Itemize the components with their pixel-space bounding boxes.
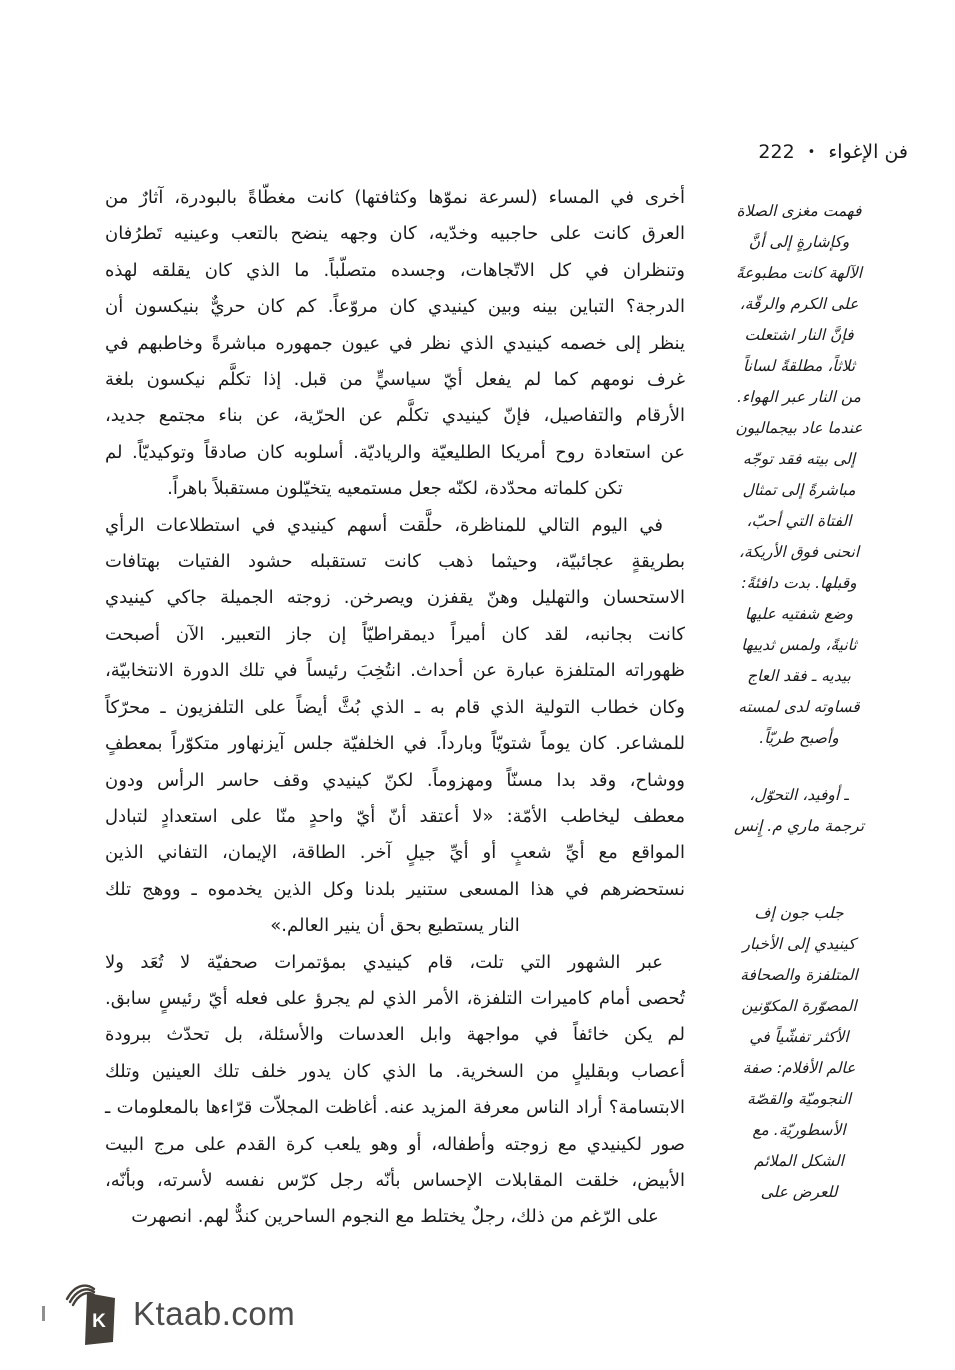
margin-note-line: النجوميّة والقصّة [746, 1090, 852, 1108]
body-paragraph [105, 180, 685, 508]
body-text-line: أخرى في المساء (لسرعة نموّها وكثافتها) كانت مغطّاةً بالبودرة، آثارٌ من [105, 187, 685, 208]
margin-note-line: جلب جون إف [754, 904, 844, 922]
body-text-line: وكان خطاب التولية الذي قام به ـ الذي بُثَّ أيضاً على التلفزيون ـ محرّكاً [105, 696, 685, 718]
body-paragraph [105, 508, 685, 945]
margin-note-line: مباشرةً إلى تمثال [742, 481, 856, 499]
body-text-line: أعصاب وبقليلٍ من السخرية. ما الذي كان يدور خلف تلك العينين وتلك [105, 1060, 685, 1082]
body-text-line: نستحضرهم في هذا المسعى ستنير بلدنا وكل الذين يخدموه ـ ووهج تلك [105, 878, 685, 900]
margin-note-line: ترجمة ماري م. إِنس [733, 817, 865, 835]
margin-note-line: المصوّرة المكوّنين [741, 997, 857, 1015]
body-text-line: على الرّغم من ذلك، رجلٌ يختلط مع النجوم الساحرين كندٌّ لهم. انصهرت [131, 1206, 659, 1228]
margin-note-line: وأصبح طريّاً. [759, 729, 839, 747]
margin-note-line: الأسطوريّة. مع [752, 1121, 846, 1139]
body-text-line: غرف نومهم كما لم يفعل أيّ سياسيٍّ من قبل. إذا تكلَّم نيكسون بلغة [105, 369, 685, 391]
margin-note-line: ثانيةً، ولمس ثدييها [741, 636, 857, 654]
body-paragraph [105, 945, 685, 1236]
margin-note-line: ثلاثاً، مطلقةً لساناً [742, 357, 856, 375]
margin-note-line: قساوته لدى لمسته [738, 698, 860, 716]
margin-note-quote [693, 196, 905, 754]
margin-note-line: عالم الأفلام: صفة [742, 1059, 856, 1077]
book-title: فن الإغواء [828, 141, 908, 163]
margin-note-line: الأكثر تفشّياً في [749, 1028, 849, 1046]
margin-note-line: على الكرم والرقّة، [739, 295, 859, 313]
body-text-line: الأرقام والتفاصيل، فإنّ كينيدي تكلَّم عن الحرّية، عن بناء مجتمع جديد، [105, 405, 685, 427]
margin-note-line: وقبلها. بدت دافئةً: [741, 574, 857, 592]
body-text-line: النار يستطيع بحق أن ينير العالم.» [270, 915, 520, 937]
body-text-line: عن استعادة روح أمريكا الطليعيّة والرياديّة. أسلوبه كان صادقاً وتوكيديّاً. لم [105, 441, 685, 463]
margin-note-attribution [693, 780, 905, 842]
margin-note-line: فإنَّ النار اشتعلت [744, 326, 854, 344]
margin-note-line: للعرض على [760, 1183, 838, 1201]
margin-note-line: الشكل الملائم [754, 1152, 844, 1170]
body-text-line: الدرجة؟ التباين بينه وبين كينيدي كان مروّعاً. كم كان حريٌّ بنيكسون أن [105, 296, 685, 318]
body-text-line: صور لكينيدي مع زوجته وأطفاله، أو وهو يلعب كرة القدم على مرج البيت [105, 1133, 685, 1155]
body-text-line: الأبيض، خلقت المقابلات الإحساس بأنّه رجل كرّس نفسه لأسرته، وبأنّه، [105, 1169, 685, 1191]
margin-note-line: بيديه ـ فقد العاج [747, 667, 851, 685]
margin-note-line: المتلفزة والصحافة [740, 966, 858, 984]
body-text-line: وتنظران في كل الاتّجاهات، وجسده متصلّباً. ما الذي كان يقلقه لهذه [105, 259, 685, 281]
running-header [758, 141, 908, 163]
body-text-line: معطف ليخاطب الأمّة: «لا أعتقد أنّ أيّ واحدٍ منّا على استعدادٍ لتبادل [105, 805, 685, 827]
body-text-line: ينظر إلى خصمه كينيدي الذي نظر في عيون جمهوره مباشرةً وخاطبهم في [105, 332, 685, 354]
ktaab-logo-text: Ktaab.com [133, 1294, 296, 1332]
margin-note-line: انحنى فوق الأريكة، [738, 543, 860, 561]
margin-note-line: الآلهة كانت مطبوعةً [735, 264, 863, 282]
body-text-line: ظهوراته المتلفزة عبارة عن أحداث. انتُخِبَ رئيساً في تلك الدورة الانتخابيّة، [105, 660, 685, 682]
body-text-line: بطريقةٍ عجائبيّة، وحيثما ذهب كانت تستقبله حشود الفتيات بهتافات [105, 551, 685, 573]
body-text-line: ووشاح، وقد بدا مسنّاً ومهزوماً. لكنّ كينيدي وقف حاسر الرأس ودون [105, 769, 685, 791]
scan-artifact [42, 1306, 45, 1321]
body-text-line: لم يكن خائفاً في مواجهة وابل العدسات والأسئلة، بل تحدّث ببرودة [105, 1024, 685, 1046]
body-text-line: عبر الشهور التي تلت، قام كينيدي بمؤتمرات صحفيّة لا تُعَد ولا [105, 951, 663, 973]
margin-note-line: وضع شفتيه عليها [744, 605, 854, 623]
body-text-line: تُحصى أمام كاميرات التلفزة، الأمر الذي لم يجرؤ على فعله أيّ رئيسٍ سابق. [105, 987, 685, 1009]
body-text-line: كانت بجانبه، لقد كان أميراً ديمقراطيّاً إن جاز التعبير. الآن أصبحت [105, 623, 685, 645]
body-text-line: المواقع مع أيِّ شعبٍ أو أيِّ جيلٍ آخر. الطاقة، الإيمان، التفاني الذين [105, 842, 685, 864]
margin-note-quote [693, 898, 905, 1208]
body-text-line: تكن كلماته محدّدة، لكنّه جعل مستمعيه يتخيّلون مستقبلاً باهراً. [167, 478, 623, 500]
margin-note-line: إلى بيته فقد توجّه [742, 450, 856, 468]
body-text-line: الاستحسان والتهليل وهنّ يقفزن ويصرخن. زوجته الجميلة جاكي كينيدي [105, 587, 685, 609]
margin-note-line: وكإشارةٍ إلى أنَّ [748, 233, 850, 251]
margin-notes-column [693, 196, 905, 1208]
margin-note-line: فهمت مغزى الصلاة [736, 202, 862, 220]
margin-note-line: ـ أوفيد، التحوّل، [749, 786, 849, 804]
margin-note-line: من النار عبر الهواء. [737, 388, 861, 406]
page-number: 222 [758, 141, 795, 163]
body-text-column [105, 180, 685, 1236]
margin-note-line: الفتاة التي أحبّ، [746, 512, 852, 530]
book-k-icon [64, 1279, 118, 1347]
svg-text:K: K [92, 1311, 106, 1332]
body-text-line: في اليوم التالي للمناظرة، حلَّقت أسهم كينيدي في استطلاعات الرأي [105, 514, 663, 536]
ktaab-logo[interactable] [64, 1279, 295, 1347]
margin-note-line: كينيدي إلى الأخبار [742, 935, 856, 953]
body-text-line: العرق كانت على حاجبيه وخدّيه، كان وجهه ينضح بالتعب وعينيه تَطرُفان [105, 223, 685, 245]
body-text-line: للمشاعر. كان يوماً شتويّاً وبارداً. في الخلفيّة جلس آيزنهاور متكوّراً بمعطفٍ [105, 733, 685, 755]
header-bullet: • [807, 145, 816, 160]
margin-note-line: عندما عاد بيجماليون [735, 419, 863, 437]
body-text-line: الابتسامة؟ أراد الناس معرفة المزيد عنه. أغاظت المجلاّت قرّاءها بالمعلومات ـ [105, 1097, 685, 1119]
